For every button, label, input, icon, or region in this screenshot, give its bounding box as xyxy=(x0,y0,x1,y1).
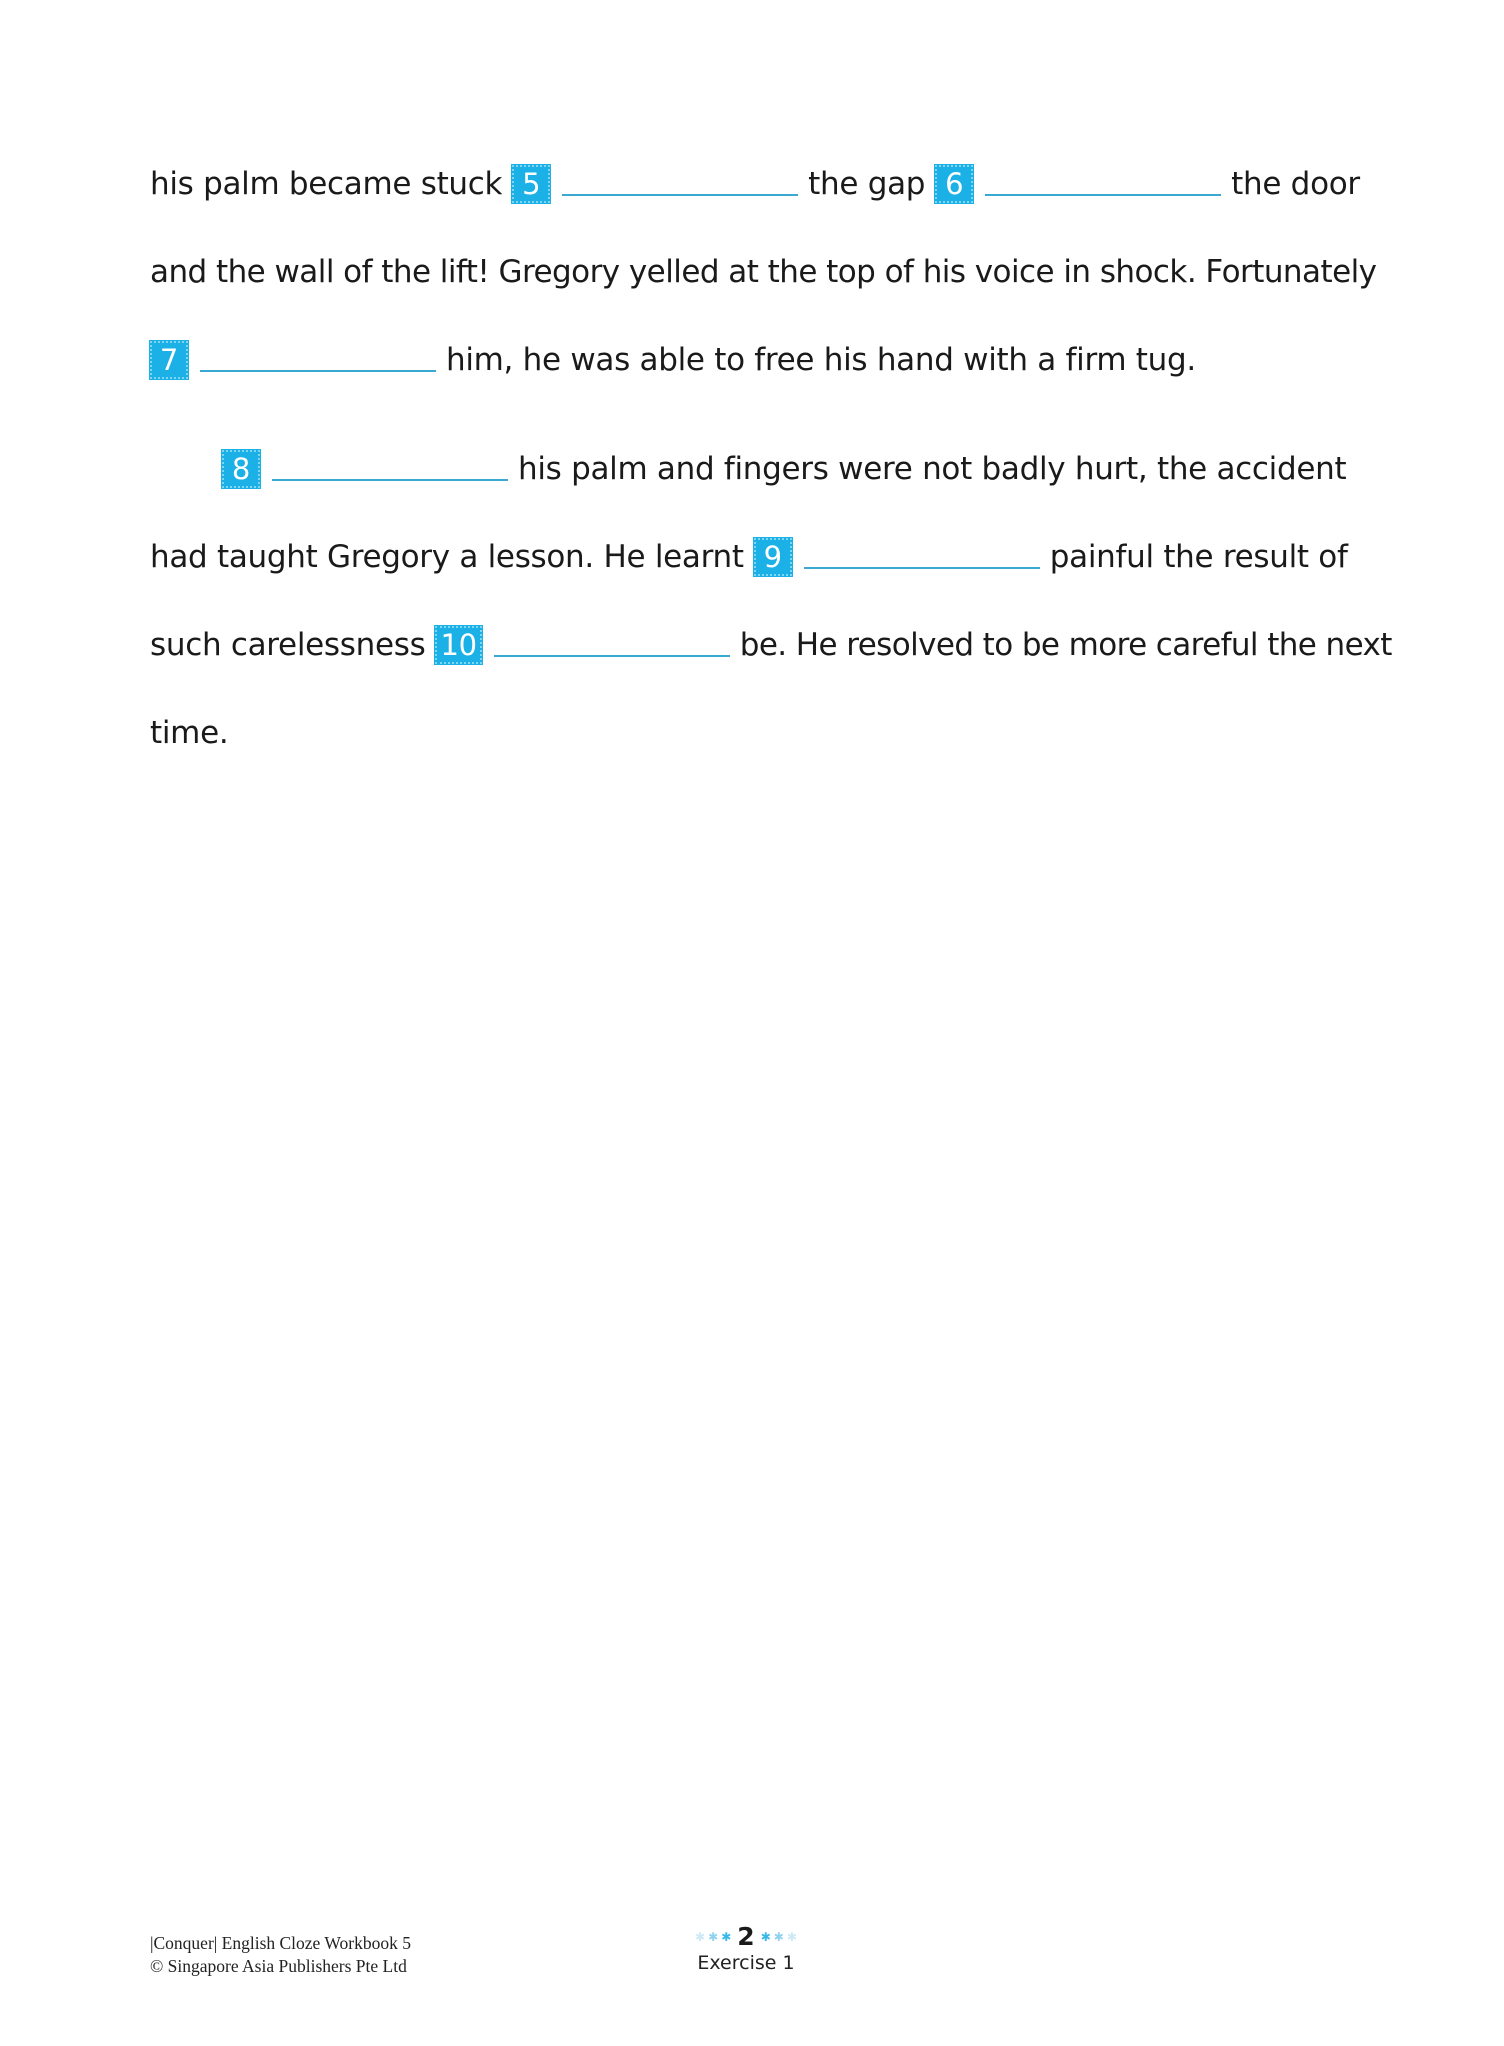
passage-text: the gap xyxy=(808,166,926,202)
page-number-row xyxy=(676,1924,816,1950)
passage-text: his palm became stuck xyxy=(150,166,503,202)
passage-text: his palm and fingers were not badly hurt, the accident xyxy=(518,451,1347,487)
passage-line-7 xyxy=(150,667,1346,755)
passage-text: painful the result of xyxy=(1049,539,1348,575)
decorative-stars-left-icon: ✱ ✱ ✱ xyxy=(695,1930,732,1944)
passage-text: had taught Gregory a lesson. He learnt xyxy=(150,539,744,575)
passage-text: be. He resolved to be more careful the next xyxy=(739,627,1392,663)
question-number-badge-6: 6 xyxy=(935,165,973,203)
passage-line-6 xyxy=(150,579,1392,667)
passage-text: the door xyxy=(1231,166,1360,202)
passage-line-3 xyxy=(150,294,1346,382)
question-number-badge-9: 9 xyxy=(754,538,792,576)
passage-line-5 xyxy=(150,491,1346,579)
answer-blank-6[interactable] xyxy=(985,194,1221,196)
passage-line-4 xyxy=(150,403,1346,491)
passage-text: time. xyxy=(150,715,229,751)
answer-blank-9[interactable] xyxy=(804,567,1040,569)
footer-page-info xyxy=(676,1924,816,1974)
question-number-badge-7: 7 xyxy=(150,341,188,379)
passage-text: him, he was able to free his hand with a firm tug. xyxy=(446,342,1196,378)
question-number-badge-8: 8 xyxy=(222,450,260,488)
question-number-badge-5: 5 xyxy=(512,165,550,203)
copyright-notice: © Singapore Asia Publishers Pte Ltd xyxy=(150,1956,407,1976)
passage-line-2 xyxy=(150,206,1377,294)
page-number: 2 xyxy=(737,1922,755,1951)
book-title: |Conquer| English Cloze Workbook 5 xyxy=(150,1933,411,1953)
cloze-passage xyxy=(150,118,1392,755)
answer-blank-7[interactable] xyxy=(200,370,436,372)
decorative-stars-right-icon: ✱ ✱ ✱ xyxy=(760,1930,797,1944)
answer-blank-5[interactable] xyxy=(562,194,798,196)
footer-publication-info xyxy=(150,1932,411,1978)
passage-text: such carelessness xyxy=(150,627,426,663)
answer-blank-8[interactable] xyxy=(272,479,508,481)
question-number-badge-10: 10 xyxy=(435,626,481,664)
passage-line-1 xyxy=(150,118,1360,206)
answer-blank-10[interactable] xyxy=(494,655,730,657)
exercise-label: Exercise 1 xyxy=(697,1952,795,1974)
passage-text: and the wall of the lift! Gregory yelled at the top of his voice in shock. Fortunately xyxy=(150,254,1377,290)
